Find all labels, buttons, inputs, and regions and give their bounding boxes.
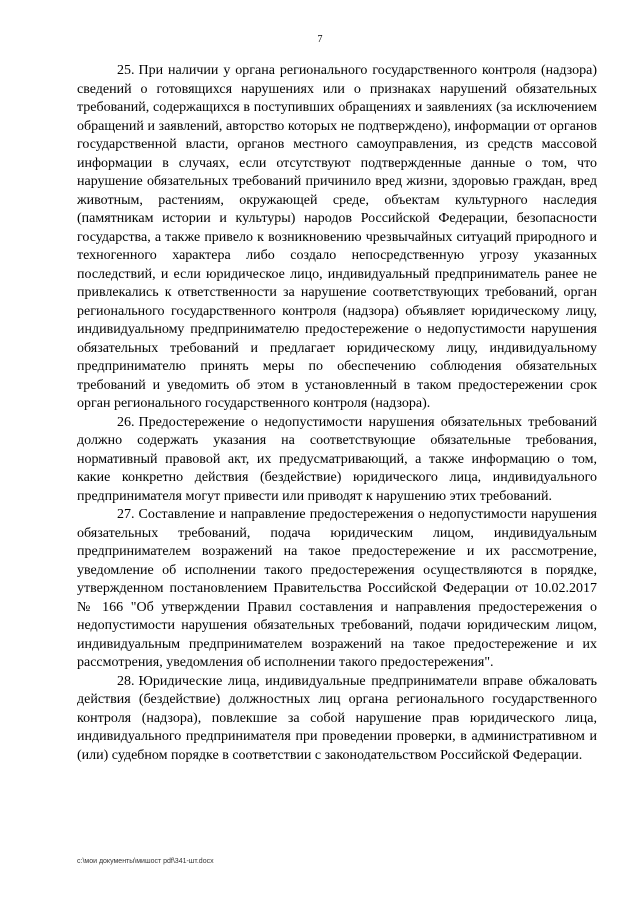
paragraph-28	[77, 673, 597, 766]
paragraph-number: 28.	[117, 673, 135, 689]
paragraph-number: 25.	[117, 63, 135, 78]
paragraph-number: 26.	[117, 414, 135, 430]
paragraph-number: 27.	[117, 507, 135, 522]
paragraph-text: Юридические лица, индивидуальные предприниматели вправе обжаловать действия (бездействие) должностных лиц органа регионального государственного контроля (надзора), повлекшие за собой нарушение прав юридического лица, индивидуального предпринимателя при проведении проверки, в административном и (или) судебном порядке в соответствии с законодательством Российской Федерации.	[77, 673, 597, 763]
paragraph-text: При наличии у органа регионального государственного контроля (надзора) сведений о готовящихся нарушениях или о признаках нарушений обязательных требований, содержащихся в поступивших обращениях и заявлениях (за исключением обращений и заявлений, авторство которых не подтверждено), информации от органов государственной власти, органов местного самоуправления, из средств массовой информации в случаях, если отсутствуют подтвержденные данные о том, что нарушение обязательных требований причинило вред жизни, здоровью граждан, вред животным, растениям, окружающей среде, объектам культурного наследия (памятникам истории и культуры) народов Российской Федерации, безопасности государства, а также привело к возникновению чрезвычайных ситуаций природного и техногенного характера либо создало непосредственную угрозу указанных последствий, и если юридическое лицо, индивидуальный предприниматель ранее не привлекались к ответственности за нарушение соответствующих требований, орган регионального государственного контроля (надзора) объявляет юридическому лицу, индивидуальному предпринимателю предостережение о недопустимости нарушения обязательных требований и предлагает юридическому лицу, индивидуальному предпринимателю принять меры по обеспечению соблюдения обязательных требований и уведомить об этом в установленный в таком предостережении срок орган регионального государственного контроля (надзора).	[77, 63, 597, 411]
paragraph-26	[77, 414, 597, 507]
paragraph-27	[77, 506, 597, 673]
paragraph-text: Составление и направление предостережения о недопустимости нарушения обязательных требований, подача юридическим лицом, индивидуальным предпринимателем возражений на такое предостережение и их рассмотрение, уведомление об исполнении такого предостережения осуществляются в порядке, утвержденном постановлением Правительства Российской Федерации от 10.02.2017 № 166 "Об утверждении Правил составления и направления предостережения о недопустимости нарушения обязательных требований, подачи юридическим лицом, индивидуальным предпринимателем возражений на такое предостережение и их рассмотрения, уведомления об исполнении такого предостережения".	[77, 507, 597, 670]
paragraph-text: Предостережение о недопустимости нарушения обязательных требований должно содержать указания на соответствующие обязательные требования, нормативный правовой акт, их предусматривающий, а также информацию о том, какие конкретно действия (бездействие) юридического лица, индивидуального предпринимателя могут привести или приводят к нарушению этих требований.	[77, 414, 597, 504]
paragraph-25	[77, 62, 597, 414]
footer-file-path: c:\мои документы\мишост pdf\341-шт.docx	[77, 858, 214, 865]
page-number: 7	[317, 34, 323, 45]
document-body	[77, 62, 597, 765]
